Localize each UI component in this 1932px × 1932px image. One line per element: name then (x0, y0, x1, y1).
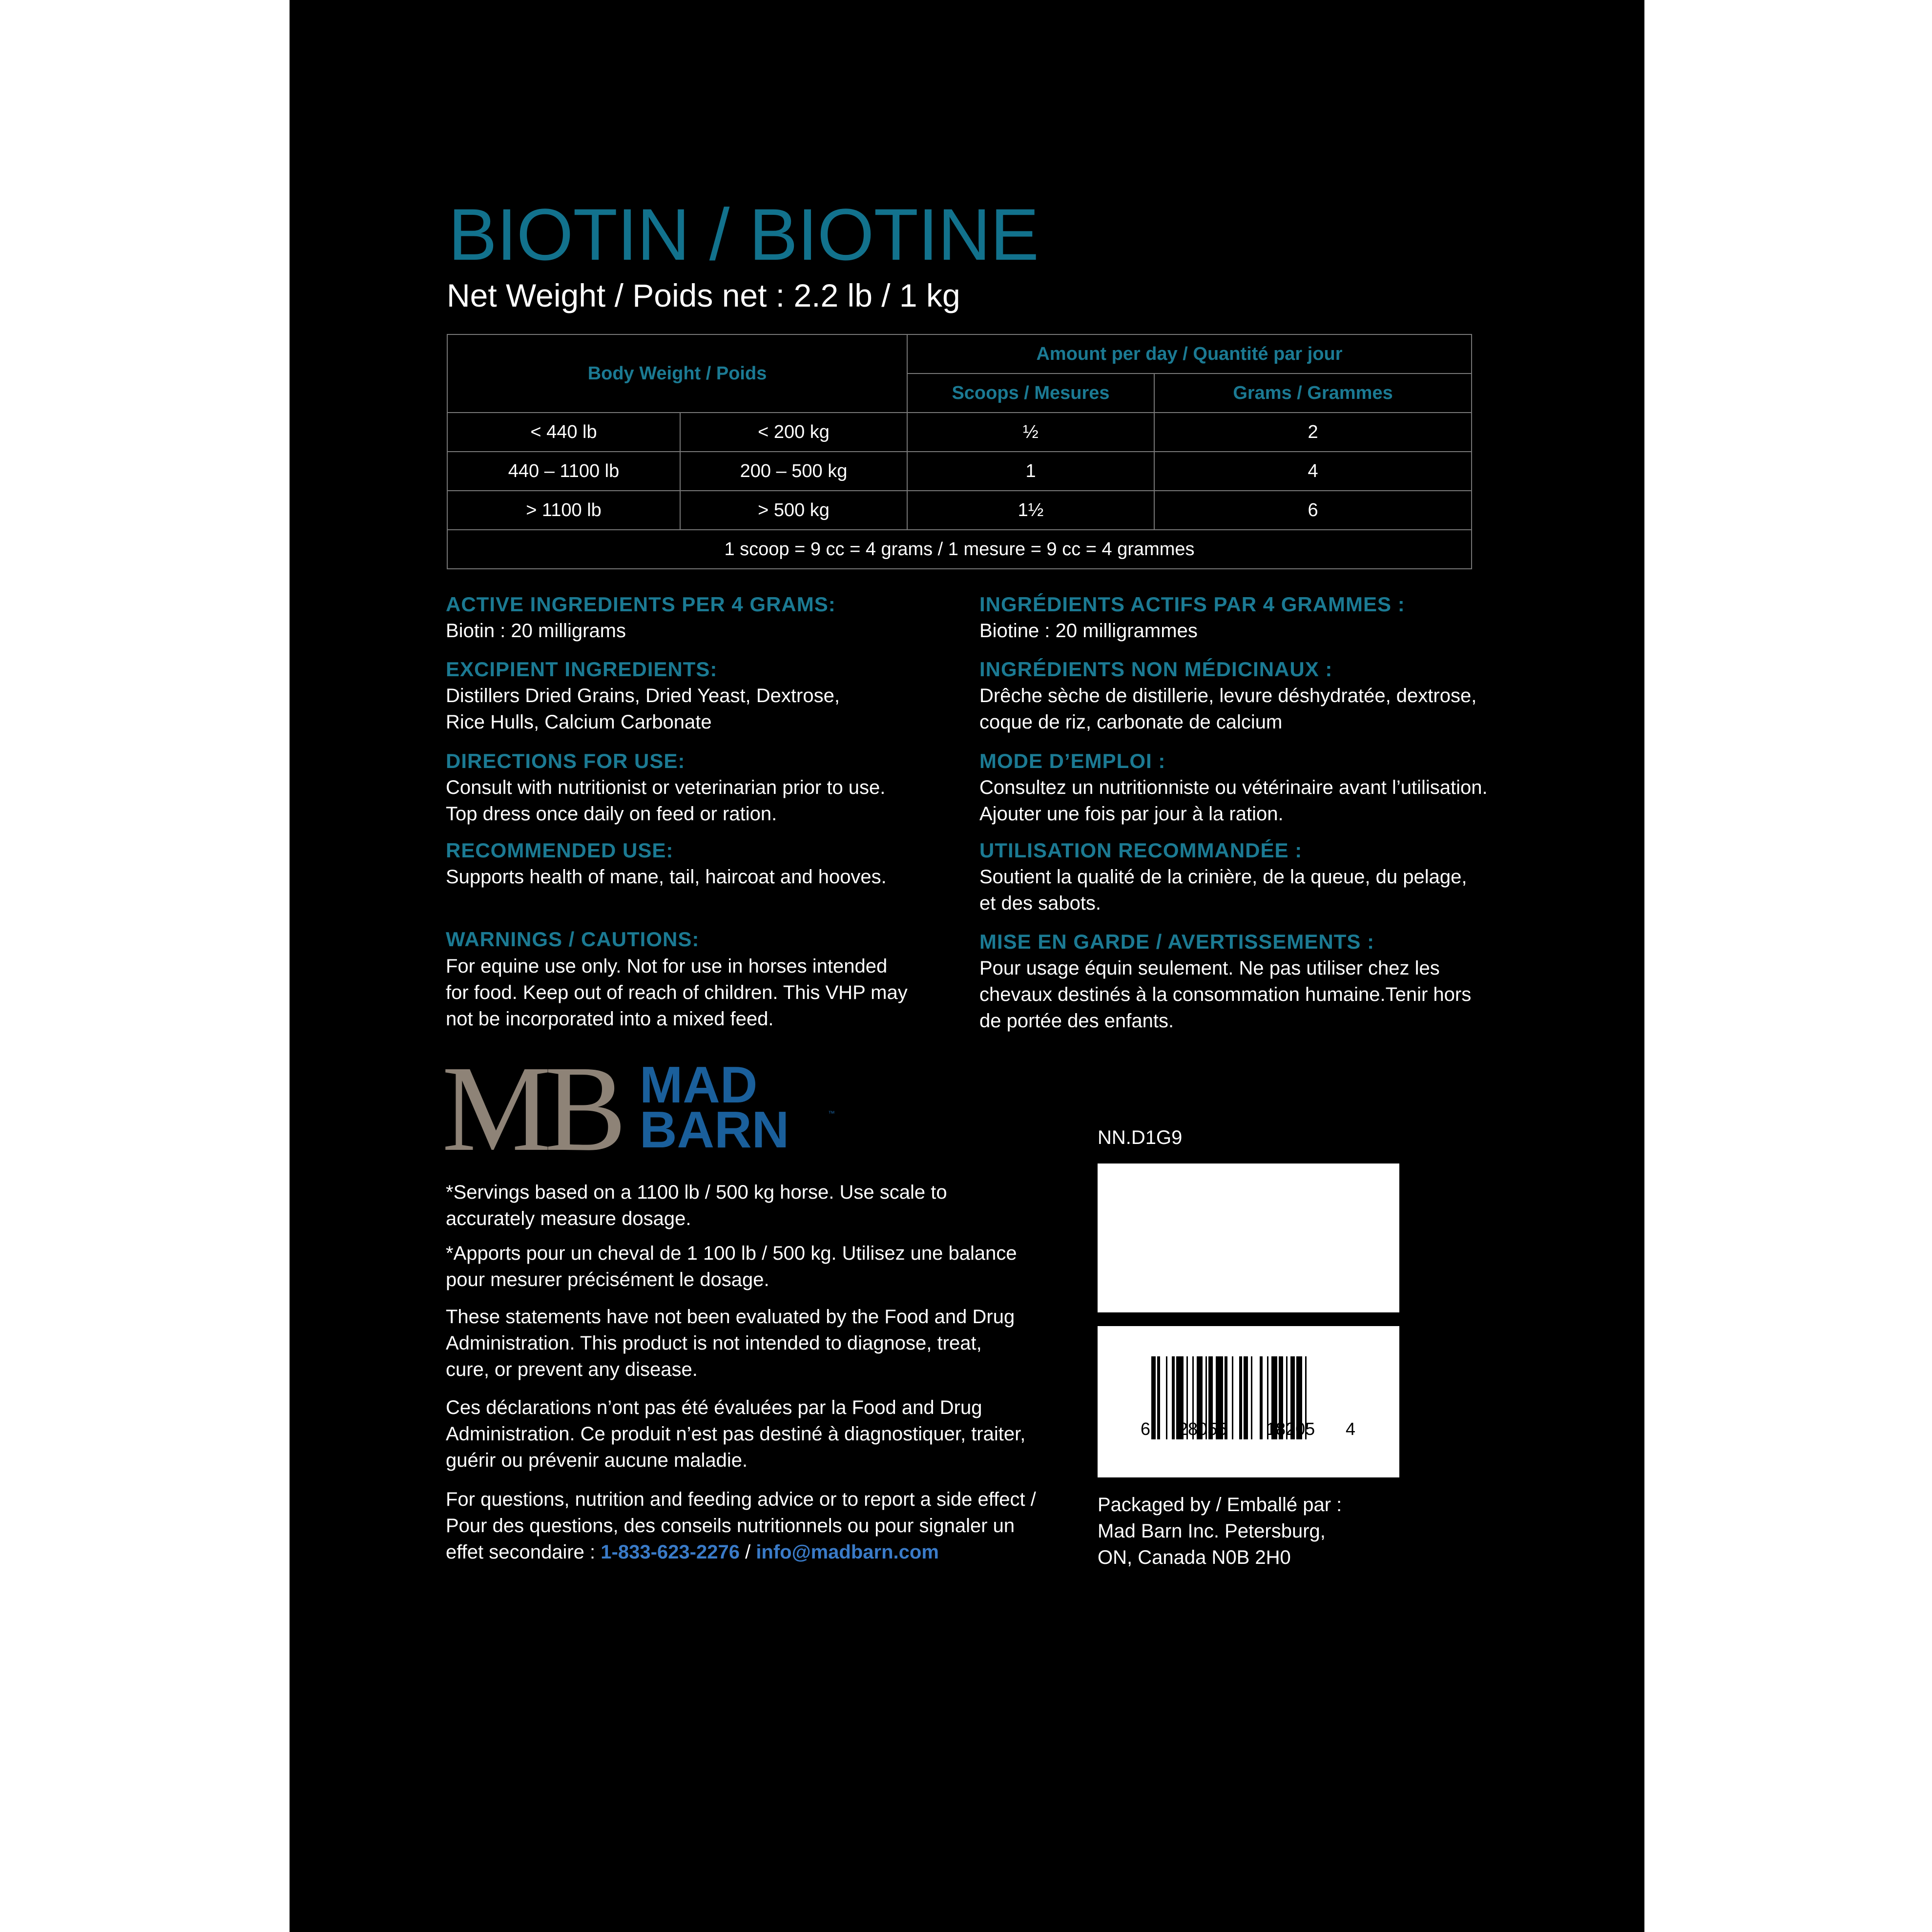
table-header-row (447, 334, 1472, 374)
scoops-cell: 1 (907, 452, 1154, 491)
table-row (447, 413, 1472, 452)
scoop-equivalence-note: 1 scoop = 9 cc = 4 grams / 1 mesure = 9 cc = 4 grammes (447, 530, 1472, 569)
npn-code: NN.D1G9 (1098, 1127, 1183, 1148)
warnings-text-fr-1: Pour usage équin seulement. Ne pas utiliser chez les (979, 957, 1440, 979)
net-weight: Net Weight / Poids net : 2.2 lb / 1 kg (447, 277, 960, 313)
grams-cell: 6 (1154, 491, 1472, 530)
active-ingredients-heading-fr: INGRÉDIENTS ACTIFS PAR 4 GRAMMES : (979, 593, 1405, 616)
phone-link[interactable]: 1-833-623-2276 (601, 1541, 740, 1563)
fda-statement-en-1: These statements have not been evaluated by the Food and Drug (446, 1306, 1015, 1328)
warnings-heading-en: WARNINGS / CAUTIONS: (446, 928, 700, 951)
contact-separator: / (745, 1541, 751, 1563)
excipient-heading-en: EXCIPIENT INGREDIENTS: (446, 658, 718, 681)
product-title: BIOTIN / BIOTINE (448, 193, 1039, 275)
amount-header: Amount per day / Quantité par jour (907, 334, 1472, 374)
barcode-bar (1260, 1356, 1263, 1439)
fda-statement-fr-2: Administration. Ce produit n’est pas destiné à diagnostiquer, traiter, (446, 1423, 1026, 1445)
directions-text-fr-2: Ajouter une fois par jour à la ration. (979, 803, 1284, 825)
excipient-text-en-2: Rice Hulls, Calcium Carbonate (446, 711, 712, 733)
recommended-heading-fr: UTILISATION RECOMMANDÉE : (979, 839, 1303, 862)
grams-cell: 4 (1154, 452, 1472, 491)
packaged-by-3: ON, Canada N0B 2H0 (1098, 1547, 1291, 1568)
barcode-bar (1251, 1356, 1252, 1439)
scoops-cell: 1½ (907, 491, 1154, 530)
warnings-text-en-1: For equine use only. Not for use in horses intended (446, 956, 888, 977)
email-link[interactable]: info@madbarn.com (756, 1541, 939, 1563)
recommended-text-fr-2: et des sabots. (979, 893, 1101, 914)
barcode-bar (1166, 1356, 1167, 1439)
weight-kg-cell: < 200 kg (680, 413, 907, 452)
contact-line (446, 1539, 939, 1566)
fda-statement-en-2: Administration. This product is not intended to diagnose, treat, (446, 1332, 982, 1354)
weight-lb-cell: 440 – 1100 lb (447, 452, 680, 491)
excipient-text-fr-2: coque de riz, carbonate de calcium (979, 711, 1283, 733)
grams-cell: 2 (1154, 413, 1472, 452)
directions-heading-en: DIRECTIONS FOR USE: (446, 749, 686, 772)
recommended-heading-en: RECOMMENDED USE: (446, 839, 674, 862)
barcode-digit-last: 4 (1346, 1419, 1356, 1439)
excipient-heading-fr: INGRÉDIENTS NON MÉDICINAUX : (979, 658, 1333, 681)
warnings-text-en-3: not be incorporated into a mixed feed. (446, 1008, 774, 1030)
warnings-heading-fr: MISE EN GARDE / AVERTISSEMENTS : (979, 930, 1375, 953)
directions-heading-fr: MODE D’EMPLOI : (979, 749, 1166, 772)
logo-wordmark (640, 1056, 789, 1159)
active-ingredients-heading-en: ACTIVE INGREDIENTS PER 4 GRAMS: (446, 593, 836, 616)
barcode-digits-right: 18205 (1266, 1419, 1315, 1439)
barcode-bar (1244, 1356, 1248, 1439)
body-weight-header: Body Weight / Poids (447, 334, 907, 413)
servings-note-en-1: *Servings based on a 1100 lb / 500 kg horse. Use scale to (446, 1182, 947, 1203)
weight-kg-cell: 200 – 500 kg (680, 452, 907, 491)
scoops-header: Scoops / Mesures (907, 374, 1154, 413)
contact-text-2: Pour des questions, des conseils nutritionnels ou pour signaler un (446, 1515, 1015, 1537)
barcode-bar (1232, 1356, 1233, 1439)
table-footnote-row (447, 530, 1472, 569)
active-ingredients-text-en: Biotin : 20 milligrams (446, 620, 626, 642)
recommended-text-fr-1: Soutient la qualité de la crinière, de la queue, du pelage, (979, 866, 1467, 888)
lot-expiry-box (1098, 1163, 1399, 1312)
barcode-box (1098, 1326, 1399, 1477)
barcode-bar (1151, 1356, 1156, 1439)
fda-statement-fr-1: Ces déclarations n’ont pas été évaluées par la Food and Drug (446, 1397, 982, 1418)
barcode-bar (1157, 1356, 1160, 1439)
directions-text-fr-1: Consultez un nutritionniste ou vétérinaire avant l’utilisation. (979, 777, 1488, 798)
warnings-text-fr-3: de portée des enfants. (979, 1010, 1174, 1032)
scoops-cell: ½ (907, 413, 1154, 452)
directions-text-en-2: Top dress once daily on feed or ration. (446, 803, 777, 825)
excipient-text-fr-1: Drêche sèche de distillerie, levure déshydratée, dextrose, (979, 685, 1477, 706)
table-row (447, 452, 1472, 491)
weight-lb-cell: < 440 lb (447, 413, 680, 452)
packaged-by-1: Packaged by / Emballé par : (1098, 1494, 1342, 1516)
grams-header: Grams / Grammes (1154, 374, 1472, 413)
servings-note-fr-1: *Apports pour un cheval de 1 100 lb / 500 kg. Utilisez une balance (446, 1243, 1017, 1264)
warnings-text-fr-2: chevaux destinés à la consommation humaine.Tenir hors (979, 984, 1472, 1005)
contact-text-1: For questions, nutrition and feeding advice or to report a side effect / (446, 1489, 1036, 1510)
packaged-by-2: Mad Barn Inc. Petersburg, (1098, 1520, 1326, 1542)
barcode-digits-left: 28055 (1178, 1419, 1227, 1439)
dosage-table (447, 334, 1472, 569)
logo-word-barn: BARN (640, 1101, 789, 1159)
barcode-digit-first: 6 (1141, 1419, 1151, 1439)
barcode-bar (1239, 1356, 1242, 1439)
active-ingredients-text-fr: Biotine : 20 milligrammes (979, 620, 1198, 642)
servings-note-en-2: accurately measure dosage. (446, 1208, 691, 1229)
weight-lb-cell: > 1100 lb (447, 491, 680, 530)
barcode-bar (1172, 1356, 1175, 1439)
fda-statement-en-3: cure, or prevent any disease. (446, 1359, 698, 1380)
warnings-text-en-2: for food. Keep out of reach of children. This VHP may (446, 982, 908, 1003)
table-row (447, 491, 1472, 530)
logo-trademark: ™ (828, 1109, 835, 1117)
recommended-text-en: Supports health of mane, tail, haircoat and hooves. (446, 866, 887, 888)
logo-word-mad: MAD (640, 1056, 758, 1114)
weight-kg-cell: > 500 kg (680, 491, 907, 530)
directions-text-en-1: Consult with nutritionist or veterinarian prior to use. (446, 777, 886, 798)
excipient-text-en-1: Distillers Dried Grains, Dried Yeast, Dextrose, (446, 685, 840, 706)
logo-monogram: MB (442, 1040, 620, 1177)
servings-note-fr-2: pour mesurer précisément le dosage. (446, 1269, 769, 1290)
contact-text-3: effet secondaire : (446, 1541, 596, 1563)
fda-statement-fr-3: guérir ou prévenir aucune maladie. (446, 1450, 748, 1471)
